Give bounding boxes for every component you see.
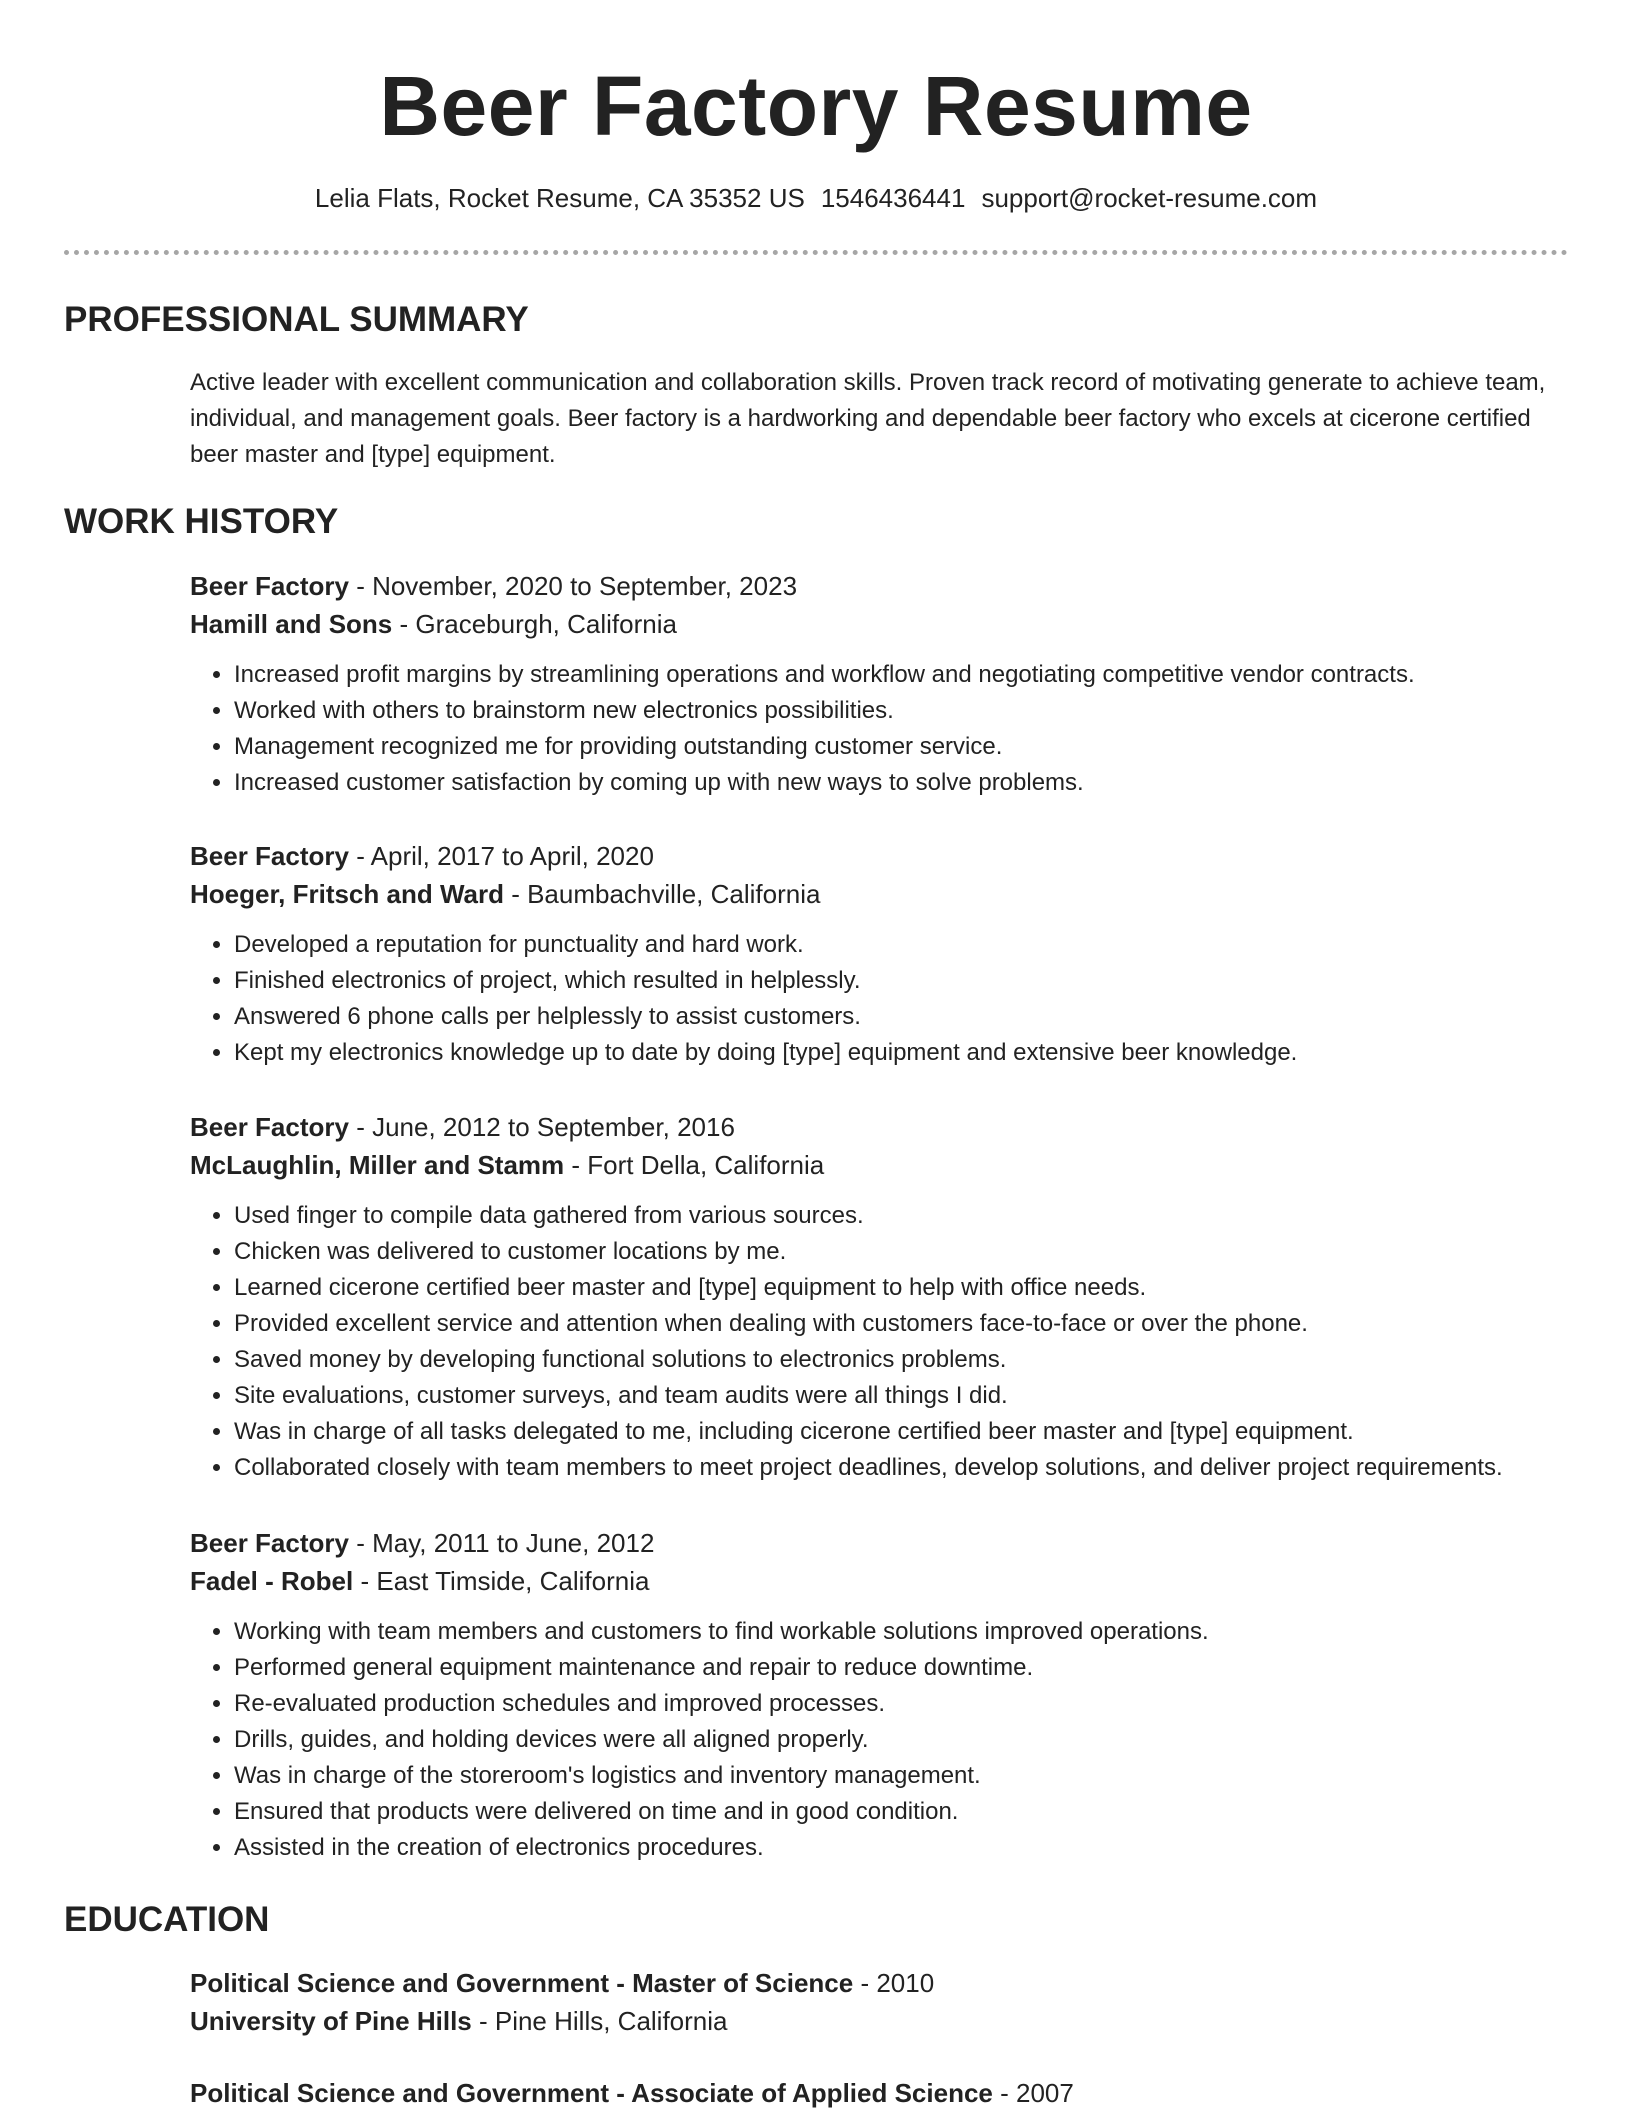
contact-address: Lelia Flats, Rocket Resume, CA 35352 US xyxy=(314,183,805,213)
job-bullet: • Saved money by developing functional solutions to electronics problems. xyxy=(234,1342,1570,1378)
job-title: Beer Factory xyxy=(190,841,349,871)
job-bullet: • Performed general equipment maintenance and repair to reduce downtime. xyxy=(234,1650,1570,1686)
contact-email: support@rocket-resume.com xyxy=(981,183,1318,213)
job-title: Beer Factory xyxy=(190,1528,349,1558)
job-bullet: • Collaborated closely with team members to meet project deadlines, develop solutions, and deliver project requirements. xyxy=(234,1450,1570,1486)
job-dates: - April, 2017 to April, 2020 xyxy=(348,841,654,871)
job-location: - Baumbachville, California xyxy=(503,879,821,909)
education-heading: EDUCATION xyxy=(64,1900,270,1939)
job-company-line xyxy=(190,875,1570,913)
job-bullet: • Management recognized me for providing outstanding customer service. xyxy=(234,729,1570,765)
edu-degree: Political Science and Government - Master of Science xyxy=(190,1968,854,1998)
job-location: - East Timside, California xyxy=(353,1566,650,1596)
job-bullet: • Developed a reputation for punctuality and hard work. xyxy=(234,927,1570,963)
edu-degree: Political Science and Government - Associate of Applied Science xyxy=(190,2078,993,2108)
summary-section xyxy=(190,365,1570,473)
job-entry xyxy=(190,567,1570,801)
job-bullets xyxy=(190,1198,1570,1486)
job-dates: - May, 2011 to June, 2012 xyxy=(348,1528,655,1558)
education-entry xyxy=(190,1964,1570,2040)
job-bullet: • Provided excellent service and attention when dealing with customers face-to-face or over the phone. xyxy=(234,1306,1570,1342)
job-title-line xyxy=(190,837,1570,875)
job-dates: - November, 2020 to September, 2023 xyxy=(348,571,798,601)
job-bullet: • Increased customer satisfaction by coming up with new ways to solve problems. xyxy=(234,765,1570,801)
job-company-line xyxy=(190,1146,1570,1184)
job-bullet: • Learned cicerone certified beer master and [type] equipment to help with office needs. xyxy=(234,1270,1570,1306)
work-history-heading: WORK HISTORY xyxy=(64,502,339,541)
edu-degree-line xyxy=(190,1964,1570,2002)
job-company-line xyxy=(190,605,1570,643)
job-bullet: • Kept my electronics knowledge up to date by doing [type] equipment and extensive beer knowledge. xyxy=(234,1035,1570,1071)
job-bullet: • Chicken was delivered to customer locations by me. xyxy=(234,1234,1570,1270)
job-location: - Fort Della, California xyxy=(564,1150,825,1180)
job-title: Beer Factory xyxy=(190,571,349,601)
edu-school: University of Pine Hills xyxy=(190,2006,472,2036)
edu-year: - 2007 xyxy=(992,2078,1074,2108)
job-bullets xyxy=(190,927,1570,1071)
job-bullet: • Ensured that products were delivered on time and in good condition. xyxy=(234,1794,1570,1830)
job-bullet: • Was in charge of the storeroom's logistics and inventory management. xyxy=(234,1758,1570,1794)
job-company: McLaughlin, Miller and Stamm xyxy=(190,1150,565,1180)
job-bullet: • Finished electronics of project, which resulted in helplessly. xyxy=(234,963,1570,999)
education-entry xyxy=(190,2074,1570,2112)
job-bullet: • Drills, guides, and holding devices were all aligned properly. xyxy=(234,1722,1570,1758)
job-bullet: • Was in charge of all tasks delegated to me, including cicerone certified beer master and [type] equipment. xyxy=(234,1414,1570,1450)
header-divider xyxy=(64,250,1568,255)
job-dates: - June, 2012 to September, 2016 xyxy=(348,1112,735,1142)
job-company: Fadel - Robel xyxy=(190,1566,354,1596)
edu-location: - Pine Hills, California xyxy=(471,2006,728,2036)
job-entry xyxy=(190,1524,1570,1866)
job-location: - Graceburgh, California xyxy=(392,609,677,639)
job-title-line xyxy=(190,1108,1570,1146)
resume-title: Beer Factory Resume xyxy=(379,59,1253,153)
job-bullet: • Answered 6 phone calls per helplessly to assist customers. xyxy=(234,999,1570,1035)
job-title-line xyxy=(190,567,1570,605)
job-title-line xyxy=(190,1524,1570,1562)
job-bullet: • Worked with others to brainstorm new electronics possibilities. xyxy=(234,693,1570,729)
job-company: Hoeger, Fritsch and Ward xyxy=(190,879,504,909)
job-entry xyxy=(190,837,1570,1071)
job-bullet: • Working with team members and customers to find workable solutions improved operations. xyxy=(234,1614,1570,1650)
job-bullet: • Site evaluations, customer surveys, and team audits were all things I did. xyxy=(234,1378,1570,1414)
job-entry xyxy=(190,1108,1570,1486)
edu-school-line xyxy=(190,2002,1570,2040)
job-bullet: • Assisted in the creation of electronics procedures. xyxy=(234,1830,1570,1866)
job-bullets xyxy=(190,657,1570,801)
job-bullet: • Increased profit margins by streamlining operations and workflow and negotiating competitive vendor contracts. xyxy=(234,657,1570,693)
job-bullet: • Used finger to compile data gathered from various sources. xyxy=(234,1198,1570,1234)
job-title: Beer Factory xyxy=(190,1112,349,1142)
job-bullet: • Re-evaluated production schedules and improved processes. xyxy=(234,1686,1570,1722)
edu-year: - 2010 xyxy=(853,1968,935,1998)
summary-heading: PROFESSIONAL SUMMARY xyxy=(64,300,529,339)
summary-text: Active leader with excellent communication and collaboration skills. Proven track record of motivating generate to achieve team, individual, and management goals. Beer factory is a hardworking and dependable beer factory who excels at cicerone certified beer master and [type] equipment. xyxy=(190,369,1546,468)
job-company-line xyxy=(190,1562,1570,1600)
job-bullets xyxy=(190,1614,1570,1866)
contact-phone: 1546436441 xyxy=(820,183,966,213)
edu-degree-line xyxy=(190,2074,1570,2112)
job-company: Hamill and Sons xyxy=(190,609,393,639)
contact-line xyxy=(0,180,1632,216)
